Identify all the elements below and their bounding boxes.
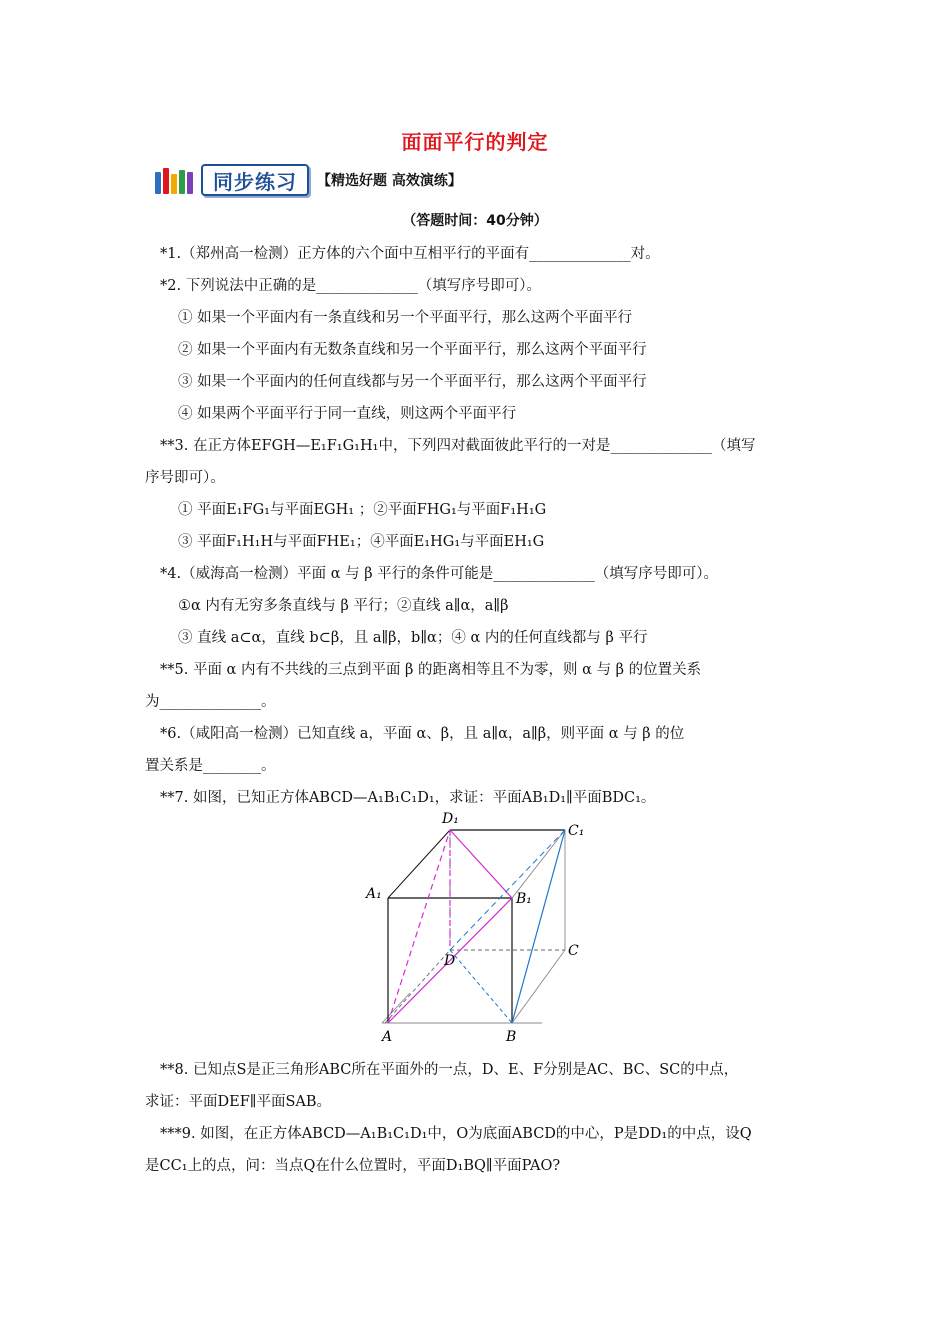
question-4: *4.（威海高一检测）平面 α 与 β 平行的条件可能是______________（填写序号即可）。 — [160, 566, 718, 582]
line-a-d1 — [388, 830, 450, 1023]
edge-c1-b1 — [512, 830, 565, 898]
section-banner — [155, 162, 462, 198]
question-1: *1.（郑州高一检测）正方体的六个面中互相平行的平面有______________对。 — [160, 246, 660, 262]
edge-c-b — [512, 950, 565, 1023]
edge-d1-a1 — [388, 830, 450, 898]
q2-option-3: ③ 如果一个平面内的任何直线都与另一个平面平行，那么这两个平面平行 — [178, 374, 647, 390]
q2-option-1: ① 如果一个平面内有一条直线和另一个平面平行，那么这两个平面平行 — [178, 310, 633, 326]
line-d-b — [450, 950, 512, 1023]
q3-options-3-4: ③ 平面F₁H₁H与平面FHE₁；④平面E₁HG₁与平面EH₁G — [178, 534, 545, 550]
question-2: *2. 下列说法中正确的是______________（填写序号即可）。 — [160, 278, 541, 294]
question-5: **5. 平面 α 内有不共线的三点到平面 β 的距离相等且不为零，则 α 与 β 的位置关系 — [160, 662, 702, 678]
time-note: （答题时间：40分钟） — [402, 213, 548, 229]
label-a: A — [382, 1029, 393, 1045]
q2-option-4: ④ 如果两个平面平行于同一直线，则这两个平面平行 — [178, 406, 517, 422]
edge-a-d-hidden — [385, 950, 450, 1023]
q2-option-2: ② 如果一个平面内有无数条直线和另一个平面平行，那么这两个平面平行 — [178, 342, 647, 358]
q4-options-1-2: ①α 内有无穷多条直线与 β 平行；②直线 a∥α，a∥β — [178, 598, 509, 614]
q4-options-3-4: ③ 直线 a⊂α，直线 b⊂β，且 a∥β，b∥α；④ α 内的任何直线都与 β 平行 — [178, 630, 648, 646]
line-d-c1 — [450, 830, 565, 950]
label-b: B — [506, 1029, 517, 1045]
label-d1: D₁ — [442, 811, 459, 827]
edge-a-d — [382, 993, 410, 1023]
q3-options-1-2: ① 平面E₁FG₁与平面EGH₁ ；②平面FHG₁与平面F₁H₁G — [178, 502, 547, 518]
question-7: **7. 如图，已知正方体ABCD—A₁B₁C₁D₁，求证：平面AB₁D₁∥平面BDC₁。 — [160, 790, 656, 806]
question-8-cont: 求证：平面DEF∥平面SAB。 — [145, 1094, 332, 1110]
label-b1: B₁ — [516, 891, 532, 907]
page-title: 面面平行的判定 — [401, 130, 549, 154]
books-icon — [155, 166, 195, 194]
label-d: D — [444, 953, 456, 969]
question-9-cont: 是CC₁上的点，问：当点Q在什么位置时，平面D₁BQ∥平面PAO? — [145, 1158, 561, 1174]
question-9: ***9. 如图，在正方体ABCD—A₁B₁C₁D₁中，O为底面ABCD的中心，P是DD₁的中点，设Q — [160, 1126, 752, 1142]
question-3-cont: 序号即可）。 — [145, 470, 225, 486]
banner-subtitle: 【精选好题 高效演练】 — [317, 173, 462, 189]
line-d1-b1 — [450, 830, 512, 898]
label-c1: C₁ — [568, 823, 585, 839]
label-c: C — [568, 943, 579, 959]
question-6-cont: 置关系是________。 — [145, 758, 276, 774]
question-8: **8. 已知点S是正三角形ABC所在平面外的一点，D、E、F分别是AC、BC、SC的中点， — [160, 1062, 739, 1078]
banner-label: 同步练习 — [213, 169, 297, 194]
question-5-cont: 为______________。 — [145, 694, 276, 710]
line-b-c1 — [512, 830, 565, 1023]
cube-figure — [360, 805, 590, 1045]
question-6: *6.（咸阳高一检测）已知直线 a，平面 α、β，且 a∥α，a∥β，则平面 α 与 β 的位 — [160, 726, 685, 742]
banner-label-box — [201, 164, 309, 196]
question-3: **3. 在正方体EFGH—E₁F₁G₁H₁中，下列四对截面彼此平行的一对是______________（填写 — [160, 438, 756, 454]
label-a1: A₁ — [366, 886, 382, 902]
